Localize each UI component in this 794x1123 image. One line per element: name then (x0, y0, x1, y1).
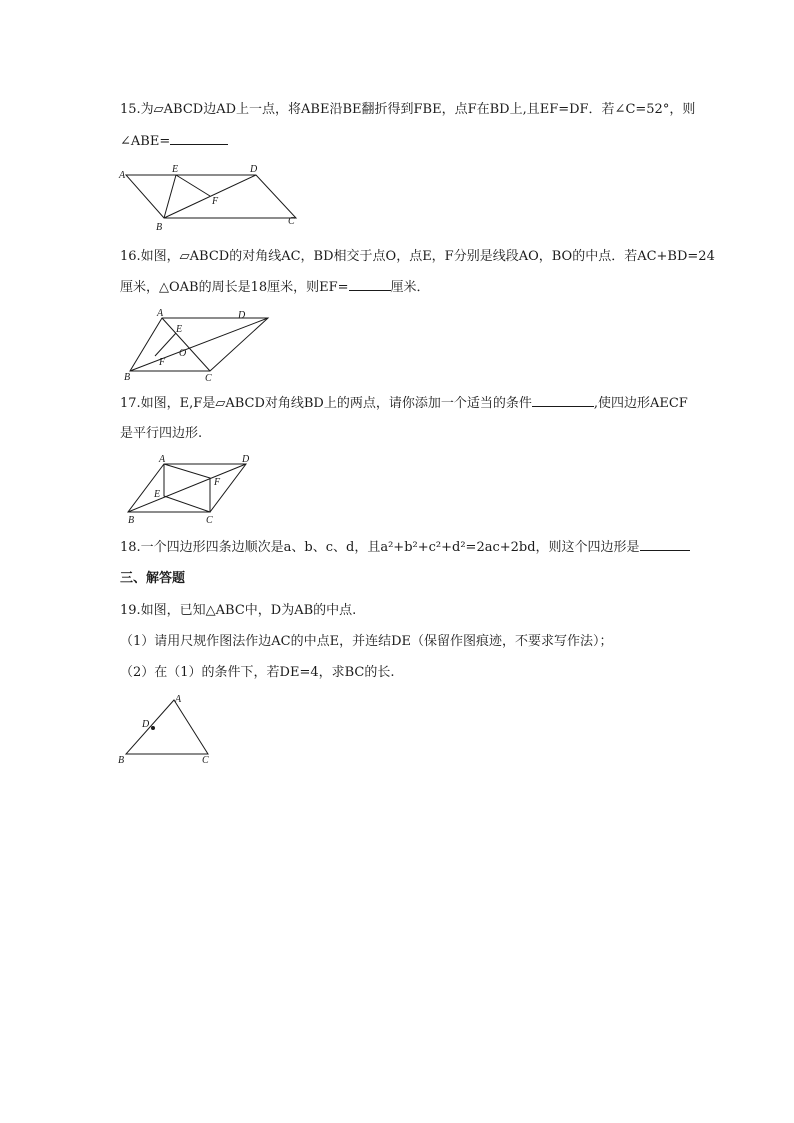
q15-label-b: B (156, 222, 163, 233)
q19-text-line1: 19.如图，已知△ABC中，D为AB的中点. (120, 603, 357, 618)
q19-label-a: A (175, 694, 182, 705)
q19-label-d: D (142, 719, 150, 730)
q17-label-f: F (214, 477, 221, 488)
q16-label-b: B (124, 372, 131, 383)
q18-answer-blank[interactable] (640, 538, 690, 551)
q17-answer-blank[interactable] (532, 394, 594, 407)
q16-prompt: 厘米，△OAB的周长是18厘米，则EF= (120, 280, 349, 295)
q18-text-line (120, 538, 690, 557)
q15-label-f: F (212, 196, 219, 207)
q19-figure (116, 692, 216, 764)
q16-label-c: C (205, 373, 212, 384)
q15-label-c: C (288, 216, 295, 227)
q17-label-e: E (154, 489, 161, 500)
q15-text-line1: 15.为▱ABCD边AD上一点，将ABE沿BE翻折得到FBE，点F在BD上,且EF=DF．若∠C=52°，则 (120, 102, 696, 117)
q17-figure (118, 450, 278, 528)
q15-prompt: ∠ABE= (120, 134, 171, 149)
q18-prompt: 18.一个四边形四条边顺次是a、b、c、d，且a²+b²+c²+d²=2ac+2bd，则这个四边形是 (120, 540, 640, 555)
q19-part2: （2）在（1）的条件下，若DE=4，求BC的长. (120, 665, 395, 680)
q17-label-d: D (242, 454, 250, 465)
q15-label-a: A (119, 170, 126, 181)
q17-text-line2: 是平行四边形. (120, 426, 203, 441)
q16-diagonal-ac (162, 318, 210, 371)
section-heading: 三、解答题 (120, 571, 186, 586)
q17-label-c: C (206, 515, 213, 526)
q19-part1: （1）请用尺规作图法作边AC的中点E，并连结DE（保留作图痕迹，不要求写作法）； (120, 634, 613, 649)
q17-prompt: 17.如图，E,F是▱ABCD对角线BD上的两点，请你添加一个适当的条件 (120, 396, 532, 411)
q16-diagonal-bd (130, 318, 268, 371)
q16-unit: 厘米． (390, 280, 430, 295)
q16-label-f: F (159, 357, 166, 368)
q16-label-o: O (179, 348, 187, 359)
q16-text-line2 (120, 278, 430, 297)
q15-text-line2 (120, 132, 228, 151)
q16-label-a: A (157, 308, 164, 319)
q15-label-d: D (250, 164, 258, 175)
q19-triangle-abc (126, 700, 208, 754)
q19-midpoint-d (151, 726, 155, 730)
q16-label-d: D (238, 310, 246, 321)
q15-figure (118, 162, 308, 234)
q16-label-e: E (176, 324, 183, 335)
q15-label-e: E (172, 164, 179, 175)
q17-label-b: B (128, 515, 135, 526)
q16-answer-blank[interactable] (349, 278, 391, 291)
q15-answer-blank[interactable] (170, 132, 228, 145)
q15-segment-be (164, 175, 176, 218)
q17-label-a: A (159, 454, 166, 465)
q15-diagonal-bd (164, 175, 256, 218)
q16-segment-ef (155, 333, 176, 356)
q19-label-b: B (118, 755, 125, 764)
q17-prompt-tail: ,使四边形AECF (593, 396, 688, 411)
q16-text-line1: 16.如图，▱ABCD的对角线AC，BD相交于点O，点E，F分别是线段AO，BO的中点．若AC+BD=24 (120, 249, 715, 264)
q15-segment-ef (176, 175, 210, 196)
q17-text-line1 (120, 394, 688, 413)
q19-label-c: C (202, 755, 209, 764)
q16-figure (118, 306, 278, 384)
